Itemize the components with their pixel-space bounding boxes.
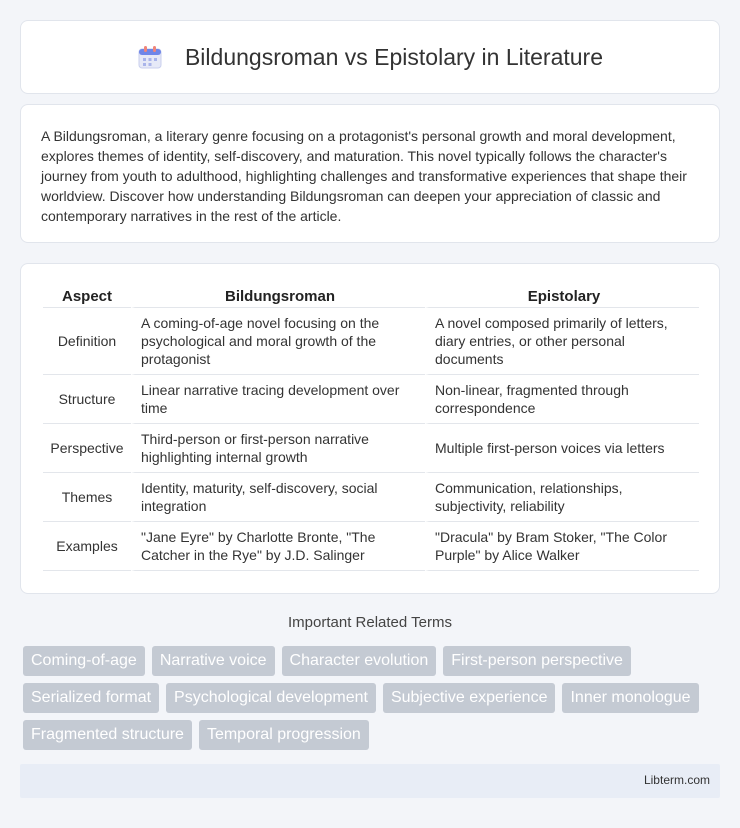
footer-site-link[interactable]: Libterm.com bbox=[643, 773, 710, 787]
row-epistolary: "Dracula" by Bram Stoker, "The Color Purple" by Alice Walker bbox=[425, 522, 699, 571]
table-header-row bbox=[43, 285, 699, 308]
row-epistolary: Multiple first-person voices via letters bbox=[425, 424, 699, 473]
table-row bbox=[43, 424, 699, 473]
row-bildungsroman: "Jane Eyre" by Charlotte Bronte, "The Catcher in the Rye" by J.D. Salinger bbox=[131, 522, 425, 571]
intro-card bbox=[20, 104, 720, 243]
calendar-icon bbox=[137, 44, 163, 70]
row-bildungsroman: A coming-of-age novel focusing on the psychological and moral growth of the protagonist bbox=[131, 308, 425, 375]
intro-paragraph: A Bildungsroman, a literary genre focusing on a protagonist's personal growth and moral development, explores themes of identity, self-discovery, and maturation. This novel typically follows the character's journey from youth to adulthood, highlighting challenges and transformative experiences that shape their worldview. Discover how understanding Bildungsroman can deepen your appreciation of classic and contemporary narratives in the rest of the article. bbox=[41, 128, 687, 224]
related-terms-title: Important Related Terms bbox=[288, 614, 452, 631]
page-title: Bildungsroman vs Epistolary in Literature bbox=[184, 43, 604, 70]
row-aspect: Definition bbox=[43, 308, 131, 375]
row-bildungsroman: Third-person or first-person narrative highlighting internal growth bbox=[131, 424, 425, 473]
comparison-table-card bbox=[20, 263, 720, 594]
term-tag[interactable]: Fragmented structure bbox=[23, 720, 192, 750]
term-tag[interactable]: First-person perspective bbox=[443, 646, 631, 676]
term-tag[interactable]: Psychological development bbox=[166, 683, 376, 713]
table-row bbox=[43, 375, 699, 424]
row-epistolary: Communication, relationships, subjectivity, reliability bbox=[425, 473, 699, 522]
row-aspect: Themes bbox=[43, 473, 131, 522]
row-epistolary: A novel composed primarily of letters, diary entries, or other personal documents bbox=[425, 308, 699, 375]
row-bildungsroman: Identity, maturity, self-discovery, social integration bbox=[131, 473, 425, 522]
row-bildungsroman: Linear narrative tracing development over time bbox=[131, 375, 425, 424]
term-tag[interactable]: Serialized format bbox=[23, 683, 159, 713]
term-tag[interactable]: Temporal progression bbox=[199, 720, 369, 750]
row-aspect: Examples bbox=[43, 522, 131, 571]
header-bildungsroman: Bildungsroman bbox=[131, 285, 425, 308]
term-tag[interactable]: Subjective experience bbox=[383, 683, 556, 713]
header-epistolary: Epistolary bbox=[425, 285, 699, 308]
row-aspect: Structure bbox=[43, 375, 131, 424]
footer-bar bbox=[20, 764, 720, 798]
term-tag[interactable]: Inner monologue bbox=[562, 683, 698, 713]
row-aspect: Perspective bbox=[43, 424, 131, 473]
term-tag[interactable]: Narrative voice bbox=[152, 646, 275, 676]
header-aspect: Aspect bbox=[43, 285, 131, 308]
table-row bbox=[43, 308, 699, 375]
row-epistolary: Non-linear, fragmented through correspondence bbox=[425, 375, 699, 424]
term-tag[interactable]: Character evolution bbox=[282, 646, 437, 676]
table-row bbox=[43, 522, 699, 571]
comparison-table bbox=[43, 285, 699, 571]
table-row bbox=[43, 473, 699, 522]
term-tag[interactable]: Coming-of-age bbox=[23, 646, 145, 676]
related-terms-list bbox=[23, 646, 723, 750]
header-card bbox=[20, 20, 720, 94]
